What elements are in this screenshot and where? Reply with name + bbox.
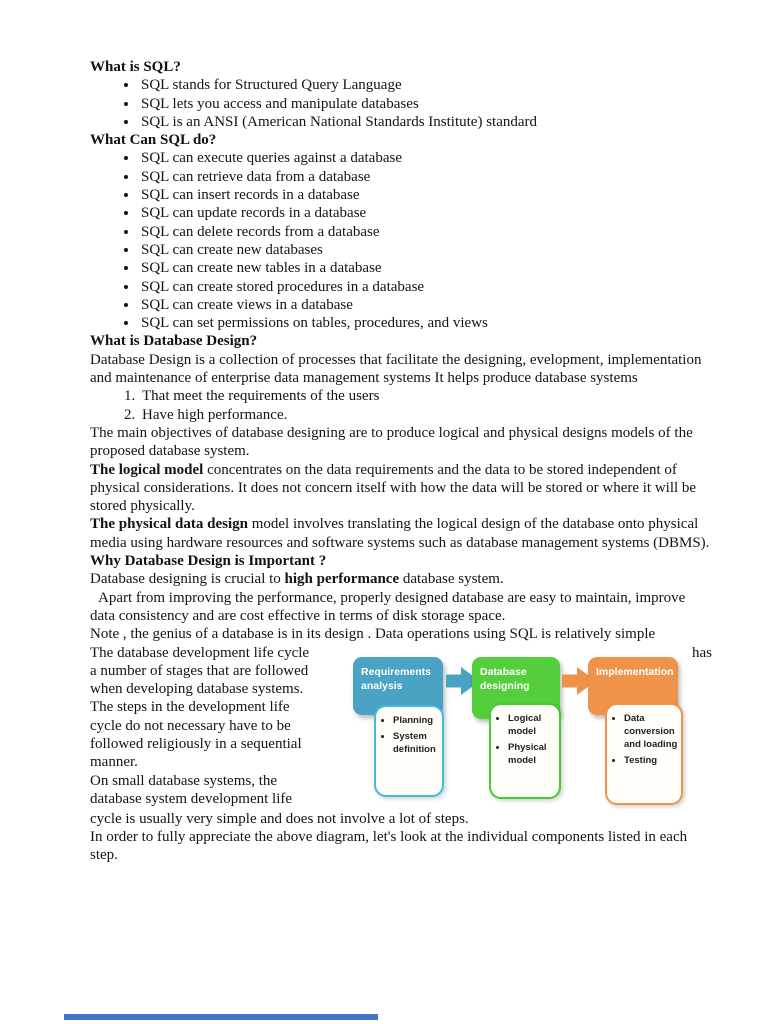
paragraph-apart: Apart from improving the performance, properly designed database are easy to maintain, improve data consistency and are cost effective in terms of disk storage space. bbox=[90, 589, 686, 624]
paragraph-text: model involves translating the logical design of the database onto physical media using hardware resources and software systems such as database management systems (DBMS). bbox=[90, 516, 710, 551]
paragraph-physical-design bbox=[90, 515, 712, 552]
list-item: • SQL can delete records from a database bbox=[139, 223, 712, 241]
paragraph-text: database system development life bbox=[90, 790, 293, 807]
list-item: • SQL stands for Structured Query Language bbox=[139, 76, 712, 94]
paragraph-dev-cycle-tail: cycle is usually very simple and does not involve a lot of steps. bbox=[90, 810, 469, 827]
paragraph-text: cycle do not necessary have to be bbox=[90, 717, 291, 734]
paragraph-text: a number of stages that are followed bbox=[90, 662, 309, 679]
heading-what-can-sql-do: What Can SQL do? bbox=[90, 132, 217, 149]
heading-what-is-database-design: What is Database Design? bbox=[90, 333, 258, 350]
list-item: • SQL can create new tables in a database bbox=[139, 259, 712, 277]
paragraph-database-design: Database Design is a collection of processes that facilitate the designing, evelopment, implementation and maintenance of enterprise data management systems It helps produce database systems bbox=[90, 351, 702, 387]
paragraph-objectives: The main objectives of database designing are to produce logical and physical designs models of the proposed database system. bbox=[90, 424, 693, 460]
list-item: • SQL can create stored procedures in a database bbox=[139, 278, 712, 296]
paragraph-text: Database designing is crucial to bbox=[90, 571, 285, 588]
diagram-list-item: • Data conversion and loading bbox=[624, 712, 678, 751]
bold-high-performance: high performance bbox=[284, 571, 400, 588]
paragraph-text: The steps in the development life bbox=[90, 699, 290, 716]
diagram-list-item: • Physical model bbox=[508, 741, 556, 767]
list-item: • SQL can retrieve data from a database bbox=[139, 168, 712, 186]
list-item: • SQL can insert records in a database bbox=[139, 186, 712, 204]
dev-cycle-wrapped-lines bbox=[90, 662, 354, 808]
paragraph-text: when developing database systems. bbox=[90, 681, 304, 698]
paragraph-text: manner. bbox=[90, 754, 138, 771]
database-design-numbered-list bbox=[90, 387, 712, 424]
list-item: • SQL can create new databases bbox=[139, 241, 712, 259]
diagram-list-item: • Logical model bbox=[508, 712, 556, 738]
stage-implementation: Implementation bbox=[588, 657, 678, 715]
paragraph-closing: In order to fully appreciate the above diagram, let's look at the individual components listed in each step. bbox=[90, 828, 688, 864]
diagram-list-item: • Planning bbox=[393, 714, 439, 727]
stage-database-designing: Database designing bbox=[472, 657, 560, 719]
document-content bbox=[90, 58, 712, 864]
paragraph-text: followed religiously in a sequential bbox=[90, 735, 302, 752]
list-item: • SQL can create views in a database bbox=[139, 296, 712, 314]
paragraph-text: The database development life cycle bbox=[90, 644, 310, 661]
next-page-edge-bar bbox=[64, 1014, 378, 1020]
bold-physical-design: The physical data design bbox=[90, 516, 248, 533]
bold-logical-model: The logical model bbox=[90, 461, 204, 478]
list-item: • SQL can set permissions on tables, procedures, and views bbox=[139, 314, 712, 332]
sql-what-list bbox=[90, 76, 712, 131]
diagram-list-item: • Testing bbox=[624, 754, 678, 767]
heading-what-is-sql: What is SQL? bbox=[90, 59, 181, 75]
list-item: • SQL can execute queries against a database bbox=[139, 149, 712, 167]
stage-implementation-items bbox=[605, 703, 683, 805]
sql-do-list bbox=[90, 149, 712, 332]
list-item: • SQL is an ANSI (American National Standards Institute) standard bbox=[139, 113, 712, 131]
list-item: • SQL lets you access and manipulate databases bbox=[139, 95, 712, 113]
paragraph-text: has bbox=[692, 644, 712, 661]
stage-requirements-analysis-items bbox=[374, 705, 444, 797]
paragraph-note: Note , the genius of a database is in its design . Data operations using SQL is relatively simple bbox=[90, 626, 656, 643]
heading-why-important: Why Database Design is Important ? bbox=[90, 553, 327, 570]
paragraph-logical-model bbox=[90, 461, 712, 516]
paragraph-text: concentrates on the data requirements and the data to be stored independent of physical considerations. It does not concern itself with how the data will be stored or where it will be stored physically. bbox=[90, 461, 697, 515]
paragraph-text: On small database systems, the bbox=[90, 772, 278, 789]
list-item: 2. Have high performance. bbox=[139, 406, 712, 424]
db-lifecycle-diagram bbox=[350, 651, 692, 807]
paragraph-crucial bbox=[90, 570, 712, 588]
stage-requirements-analysis: Requirements analysis bbox=[353, 657, 443, 715]
diagram-list-item: • System definition bbox=[393, 730, 439, 756]
list-item: 1. That meet the requirements of the users bbox=[139, 387, 712, 405]
dev-cycle-section bbox=[90, 644, 712, 810]
stage-database-designing-items bbox=[489, 703, 561, 799]
list-item: • SQL can update records in a database bbox=[139, 204, 712, 222]
paragraph-text: database system. bbox=[399, 571, 504, 588]
